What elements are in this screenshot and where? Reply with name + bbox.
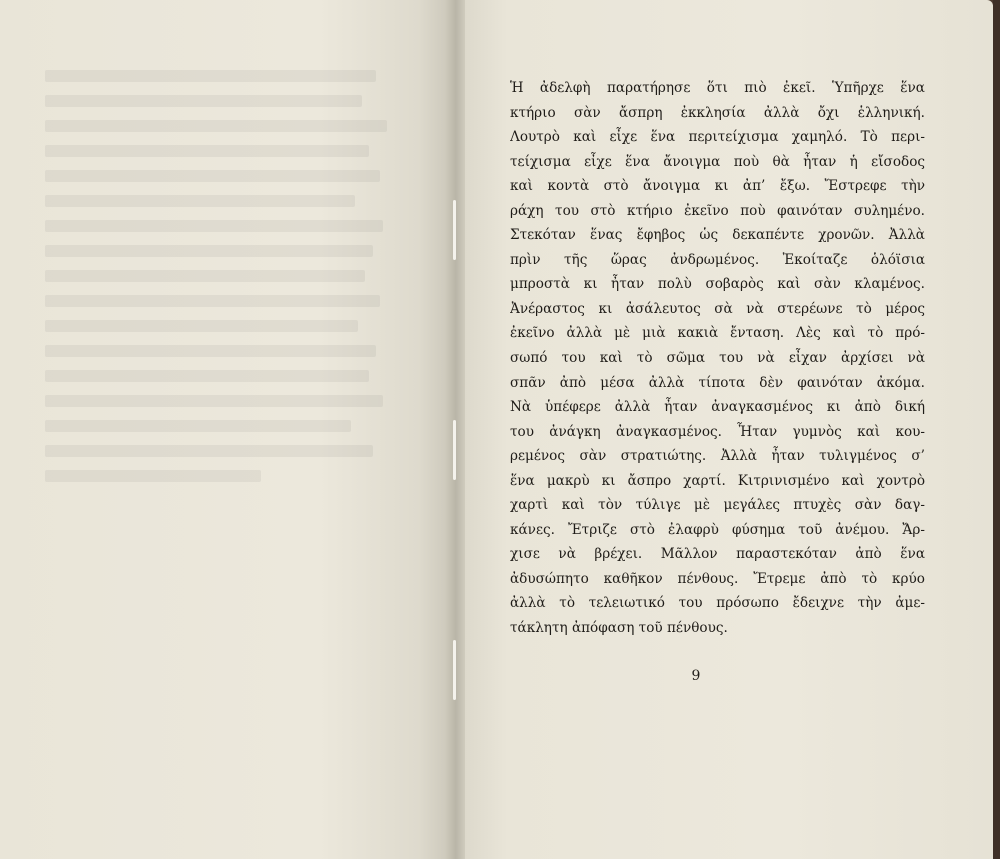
text-line: Λουτρὸ καὶ εἶχε ἕνα περιτείχισμα χαμηλό. Τὸ περι- bbox=[510, 129, 925, 146]
text-line: του ἀνάγκη ἀναγκασμένος. Ἦταν γυμνὸς καὶ κου- bbox=[510, 423, 925, 440]
text-line: μπροστὰ κι ἦταν πολὺ σοβαρὸς καὶ σὰν κλαμένος. bbox=[510, 276, 925, 293]
left-page-blank bbox=[0, 0, 455, 859]
text-line: ράχη του στὸ κτήριο ἐκεῖνο ποὺ φαινόταν συλημένο. bbox=[510, 202, 925, 219]
page-number: 9 bbox=[691, 668, 701, 684]
text-line: τείχισμα εἶχε ἕνα ἄνοιγμα ποὺ θὰ ἦταν ἡ εἴσοδος bbox=[510, 153, 925, 170]
text-line: κτήριο σὰν ἄσπρη ἐκκλησία ἀλλὰ ὄχι ἑλληνική. bbox=[510, 104, 925, 121]
text-line: κάνες. Ἔτριζε στὸ ἐλαφρὺ φύσημα τοῦ ἀνέμου. Ἄρ- bbox=[510, 521, 925, 538]
text-line: Στεκόταν ἕνας ἔφηβος ὡς δεκαπέντε χρονῶν. Ἀλλὰ bbox=[510, 227, 925, 244]
text-line: Ἡ ἀδελφὴ παρατήρησε ὅτι πιὸ ἐκεῖ. Ὑπῆρχε ἕνα bbox=[510, 80, 925, 96]
text-line: ἀλλὰ τὸ τελειωτικό του πρόσωπο ἔδειχνε τὴν ἀμε- bbox=[510, 595, 925, 612]
text-line: ἐκεῖνο ἀλλὰ μὲ μιὰ κακιὰ ἔνταση. Λὲς καὶ τὸ πρό- bbox=[510, 325, 925, 342]
text-line: πρὶν τῆς ὥρας ἀνδρωμένος. Ἐκοίταζε ὁλόϊσια bbox=[510, 251, 925, 268]
show-through-text bbox=[45, 70, 405, 495]
table-edge bbox=[993, 0, 1000, 859]
text-line: τάκλητη ἀπόφαση τοῦ πένθους. bbox=[510, 620, 728, 637]
text-line: Νὰ ὑπέφερε ἀλλὰ ἦταν ἀναγκασμένος κι ἀπὸ δική bbox=[510, 399, 925, 416]
text-line: καὶ κοντὰ στὸ ἄνοιγμα κι ἀπ’ ἔξω. Ἔστρεφε τὴν bbox=[510, 178, 925, 195]
text-line: Ἀνέραστος κι ἀσάλευτος σὰ νὰ στερέωνε τὸ μέρος bbox=[510, 300, 925, 317]
text-line: σπᾶν ἀπὸ μέσα ἀλλὰ τίποτα δὲν φαινόταν ἀκόμα. bbox=[510, 374, 925, 391]
text-line: σωπό του καὶ τὸ σῶμα του νὰ εἶχαν ἀρχίσει νὰ bbox=[510, 350, 925, 367]
text-line: χισε νὰ βρέχει. Μᾶλλον παραστεκόταν ἀπὸ ἕνα bbox=[510, 546, 925, 563]
text-line: ἀδυσώπητο καθῆκον πένθους. Ἔτρεμε ἀπὸ τὸ κρύο bbox=[510, 570, 925, 587]
text-line: ἕνα μακρὺ κι ἄσπρο χαρτί. Κιτρινισμένο καὶ χοντρὸ bbox=[510, 472, 925, 489]
text-line: χαρτὶ καὶ τὸν τύλιγε μὲ μεγάλες πτυχὲς σὰν δαγ- bbox=[510, 497, 925, 514]
binding-stitch bbox=[453, 640, 456, 700]
binding-stitch bbox=[453, 200, 456, 260]
binding-stitch bbox=[453, 420, 456, 480]
text-line: ρεμένος σὰν στρατιώτης. Ἀλλὰ ἦταν τυλιγμένος σ’ bbox=[510, 448, 925, 465]
page-body-text bbox=[510, 76, 925, 641]
